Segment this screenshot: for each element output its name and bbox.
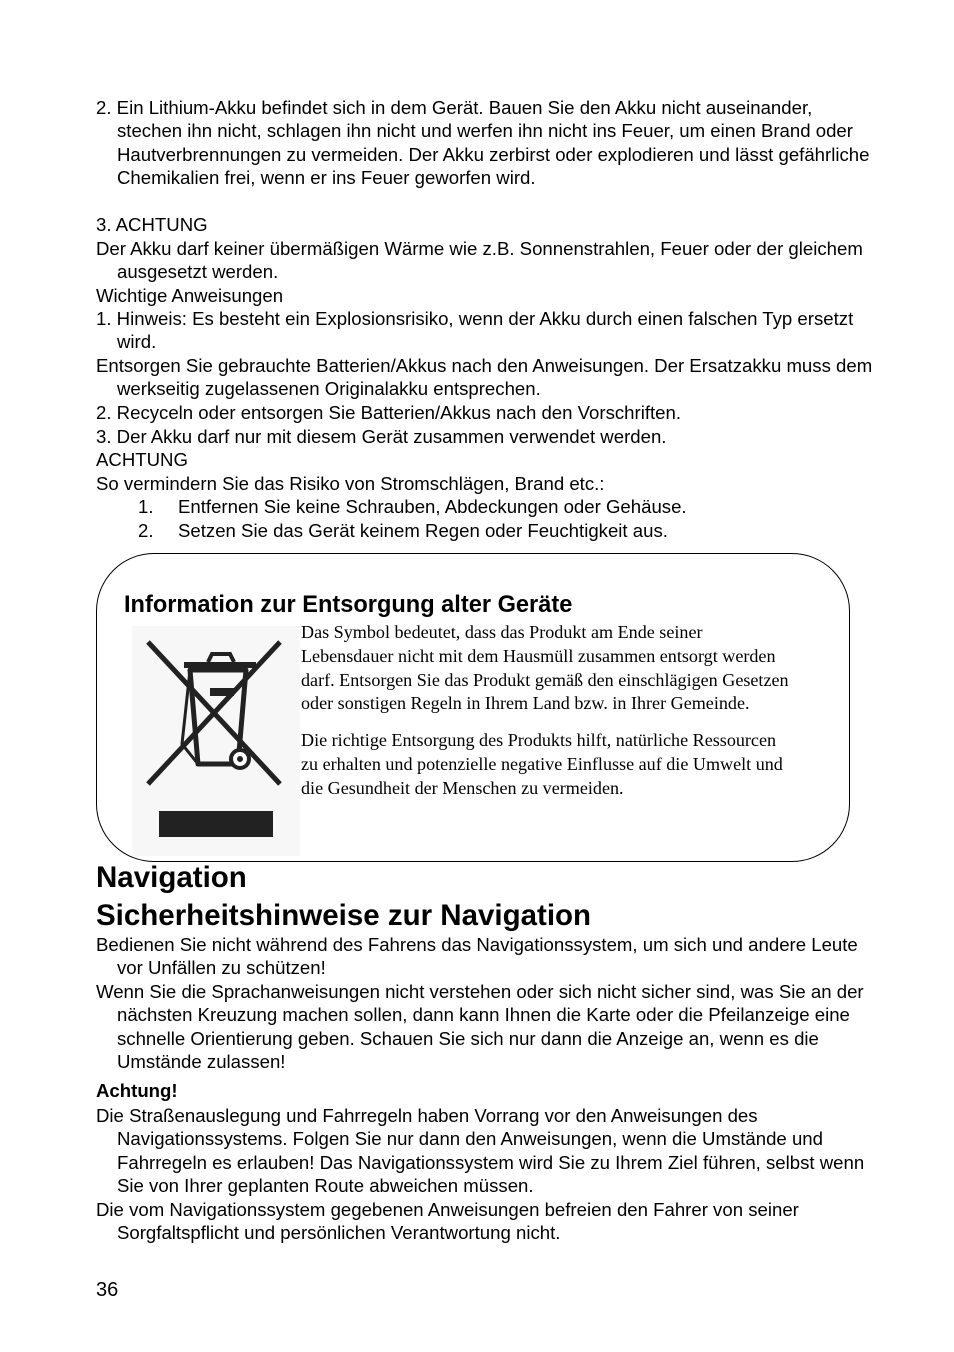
text-line: Das Symbol bedeutet, dass das Produkt am Ende seiner — [301, 622, 703, 642]
text-line: zu erhalten und potenzielle negative Einflusse auf die Umwelt und — [301, 753, 783, 774]
safety-item-recycle: 2. Recyceln oder entsorgen Sie Batterien/Akkus nach den Vorschriften. — [96, 402, 682, 423]
list-item-text: Entfernen Sie keine Schrauben, Abdeckungen oder Gehäuse. — [178, 496, 687, 517]
section-heading: Navigation — [96, 861, 247, 894]
safety-item-device-only: 3. Der Akku darf nur mit diesem Gerät zusammen verwendet werden. — [96, 426, 667, 447]
disposal-paragraph-1 — [301, 621, 859, 716]
list-item-text: Setzen Sie das Gerät keinem Regen oder Feuchtigkeit aus. — [178, 520, 668, 541]
text-line: Lebensdauer nicht mit dem Hausmüll zusammen entsorgt werden — [301, 645, 776, 666]
safety-item-dispose: Entsorgen Sie gebrauchte Batterien/Akkus nach den Anweisungen. Der Ersatzakku muss dem werkseitig zugelassenen Originalakku entsprechen. — [96, 355, 873, 400]
section-subheading: Sicherheitshinweise zur Navigation — [96, 899, 592, 932]
page-number: 36 — [96, 1279, 119, 1301]
nav-paragraph-4: Die vom Navigationssystem gegebenen Anweisungen befreien den Fahrer von seiner Sorgfaltspflicht und persönlichen Verantwortung nicht. — [96, 1199, 799, 1244]
disposal-paragraph-2 — [301, 729, 859, 800]
crossed-out-wheelie-bin-icon — [132, 626, 300, 856]
disposal-box-title: Information zur Entsorgung alter Geräte — [124, 592, 573, 618]
text-line: die Gesundheit der Menschen zu vermeiden. — [301, 777, 624, 798]
achtung-heading: ACHTUNG — [96, 449, 188, 470]
list-item-number: 2. — [138, 520, 154, 541]
text-line: darf. Entsorgen Sie das Produkt gemäß den einschlägigen Gesetzen — [301, 669, 789, 690]
safety-item-achtung-heading: 3. ACHTUNG — [96, 214, 208, 235]
text-line: Die richtige Entsorgung des Produkts hilft, natürliche Ressourcen — [301, 730, 777, 750]
safety-item-heat: Der Akku darf keiner übermäßigen Wärme wie z.B. Sonnenstrahlen, Feuer oder der gleichem ausgesetzt werden. — [96, 238, 863, 283]
text-line: oder sonstigen Regeln in Ihrem Land bzw. in Ihrer Gemeinde. — [301, 693, 750, 714]
nav-paragraph-1: Bedienen Sie nicht während des Fahrens das Navigationssystem, um sich und andere Leute vor Unfällen zu schützen! — [96, 934, 858, 979]
important-instructions-heading: Wichtige Anweisungen — [96, 285, 284, 306]
shock-risk-intro: So vermindern Sie das Risiko von Stromschlägen, Brand etc.: — [96, 473, 605, 494]
nav-paragraph-3: Die Straßenauslegung und Fahrregeln haben Vorrang vor den Anweisungen des Navigationssystems. Folgen Sie nur dann den Anweisungen, wenn die Umstände und Fahrregeln es erlauben! Das Navigationssystem wird Sie zu Ihrem Ziel führen, selbst wenn Sie von Ihrer geplanten Route abweichen müssen. — [96, 1105, 865, 1197]
caution-label: Achtung! — [96, 1080, 178, 1101]
list-item-number: 1. — [138, 496, 154, 517]
safety-item-lithium: 2. Ein Lithium-Akku befindet sich in dem Gerät. Bauen Sie den Akku nicht auseinander, stechen ihn nicht, schlagen ihn nicht und werfen ihn nicht ins Feuer, um einen Brand oder Hautverbrennungen zu vermeiden. Der Akku zerbirst oder explodieren und lässt gefährliche Chemikalien frei, wenn er ins Feuer geworfen wird. — [96, 97, 870, 189]
nav-paragraph-2: Wenn Sie die Sprachanweisungen nicht verstehen oder sich nicht sicher sind, was Sie an der nächsten Kreuzung machen sollen, dann kann Ihnen die Karte oder die Pfeilanzeige eine schnelle Orientierung geben. Schauen Sie sich nur dann die Anzeige an, wenn es die Umstände zulassen! — [96, 981, 864, 1073]
safety-item-explosion: 1. Hinweis: Es besteht ein Explosionsrisiko, wenn der Akku durch einen falschen Typ ersetzt wird. — [96, 308, 854, 353]
